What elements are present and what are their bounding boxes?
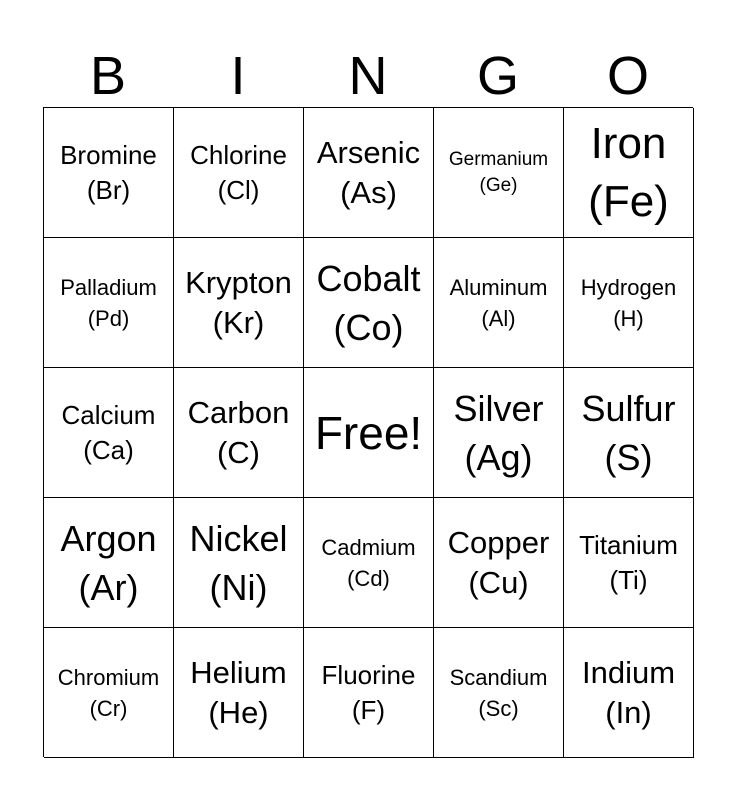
bingo-cell-nickel[interactable] xyxy=(174,498,304,628)
cell-element-name: Copper xyxy=(447,524,550,560)
cell-element-symbol: (In) xyxy=(605,694,652,730)
bingo-cell-copper[interactable] xyxy=(434,498,564,628)
cell-element-name: Cobalt xyxy=(316,257,421,299)
cell-element-name: Helium xyxy=(190,654,287,690)
cell-element-symbol: (Cd) xyxy=(347,565,390,591)
cell-element-symbol: (Kr) xyxy=(212,304,265,340)
cell-element-symbol: (Cl) xyxy=(217,174,260,205)
bingo-cell-chlorine[interactable] xyxy=(174,108,304,238)
cell-element-name: Calcium xyxy=(61,399,156,430)
bingo-cell-krypton[interactable] xyxy=(174,238,304,368)
cell-element-symbol: (Ni) xyxy=(209,566,268,608)
cell-element-name: Carbon xyxy=(187,394,290,430)
cell-element-symbol: (Ag) xyxy=(464,436,533,478)
bingo-cell-silver[interactable] xyxy=(434,368,564,498)
cell-element-name: Cadmium xyxy=(321,534,416,560)
bingo-cell-arsenic[interactable] xyxy=(304,108,434,238)
cell-element-name: Chromium xyxy=(57,664,160,690)
cell-element-name: Hydrogen xyxy=(580,274,677,300)
cell-element-symbol: (Al) xyxy=(481,305,516,331)
bingo-cell-iron[interactable] xyxy=(564,108,694,238)
cell-element-symbol: (S) xyxy=(604,436,653,478)
cell-element-symbol: (Pd) xyxy=(87,305,130,331)
cell-element-symbol: (F) xyxy=(351,694,386,725)
bingo-cell-chromium[interactable] xyxy=(44,628,174,758)
cell-element-name: Scandium xyxy=(449,664,548,690)
bingo-cell-helium[interactable] xyxy=(174,628,304,758)
bingo-cell-titanium[interactable] xyxy=(564,498,694,628)
cell-element-symbol: (H) xyxy=(613,305,644,331)
cell-element-name: Sulfur xyxy=(581,387,676,429)
cell-element-name: Iron xyxy=(590,118,667,168)
bingo-header xyxy=(43,44,693,108)
bingo-cell-calcium[interactable] xyxy=(44,368,174,498)
cell-element-name: Argon xyxy=(60,517,157,559)
bingo-cell-aluminum[interactable] xyxy=(434,238,564,368)
bingo-board xyxy=(43,107,693,757)
bingo-cell-bromine[interactable] xyxy=(44,108,174,238)
header-letter-b: B xyxy=(89,46,127,106)
cell-element-name: Fluorine xyxy=(321,659,416,690)
cell-element-name: Aluminum xyxy=(449,274,548,300)
cell-element-symbol: (Ca) xyxy=(83,434,134,465)
cell-element-name: Chlorine xyxy=(190,139,287,170)
bingo-cell-germanium[interactable] xyxy=(434,108,564,238)
bingo-cell-sulfur[interactable] xyxy=(564,368,694,498)
cell-element-name: Nickel xyxy=(189,517,288,559)
cell-element-name: Palladium xyxy=(60,274,157,300)
bingo-cell-palladium[interactable] xyxy=(44,238,174,368)
bingo-cell-indium[interactable] xyxy=(564,628,694,758)
bingo-cell-carbon[interactable] xyxy=(174,368,304,498)
bingo-cell-scandium[interactable] xyxy=(434,628,564,758)
header-letter-n: N xyxy=(348,46,388,106)
bingo-cell-free[interactable] xyxy=(304,368,434,498)
header-letter-i: I xyxy=(230,46,246,106)
cell-element-symbol: (C) xyxy=(216,434,261,470)
cell-element-name: Indium xyxy=(581,654,676,690)
header-letter-o: O xyxy=(606,46,649,106)
cell-element-symbol: (He) xyxy=(208,694,269,730)
cell-element-name: Silver xyxy=(453,387,544,429)
cell-element-symbol: (Ar) xyxy=(78,566,139,608)
bingo-cell-cadmium[interactable] xyxy=(304,498,434,628)
cell-element-symbol: (As) xyxy=(340,174,397,210)
free-space-label: Free! xyxy=(314,406,423,459)
bingo-cell-cobalt[interactable] xyxy=(304,238,434,368)
cell-element-symbol: (Br) xyxy=(86,174,131,205)
cell-element-name: Bromine xyxy=(60,139,157,170)
cell-element-symbol: (Sc) xyxy=(478,695,519,721)
cell-element-name: Krypton xyxy=(185,264,292,300)
cell-element-name: Titanium xyxy=(579,529,678,560)
bingo-cell-argon[interactable] xyxy=(44,498,174,628)
cell-element-symbol: (Cu) xyxy=(468,564,529,600)
cell-element-name: Germanium xyxy=(448,148,549,170)
cell-element-symbol: (Ge) xyxy=(479,174,518,196)
cell-element-symbol: (Fe) xyxy=(588,176,669,226)
cell-element-symbol: (Co) xyxy=(333,306,404,348)
bingo-cell-hydrogen[interactable] xyxy=(564,238,694,368)
cell-element-symbol: (Cr) xyxy=(89,695,128,721)
cell-element-name: Arsenic xyxy=(316,134,421,170)
cell-element-symbol: (Ti) xyxy=(609,564,648,595)
bingo-cell-fluorine[interactable] xyxy=(304,628,434,758)
header-letter-g: G xyxy=(476,46,519,106)
